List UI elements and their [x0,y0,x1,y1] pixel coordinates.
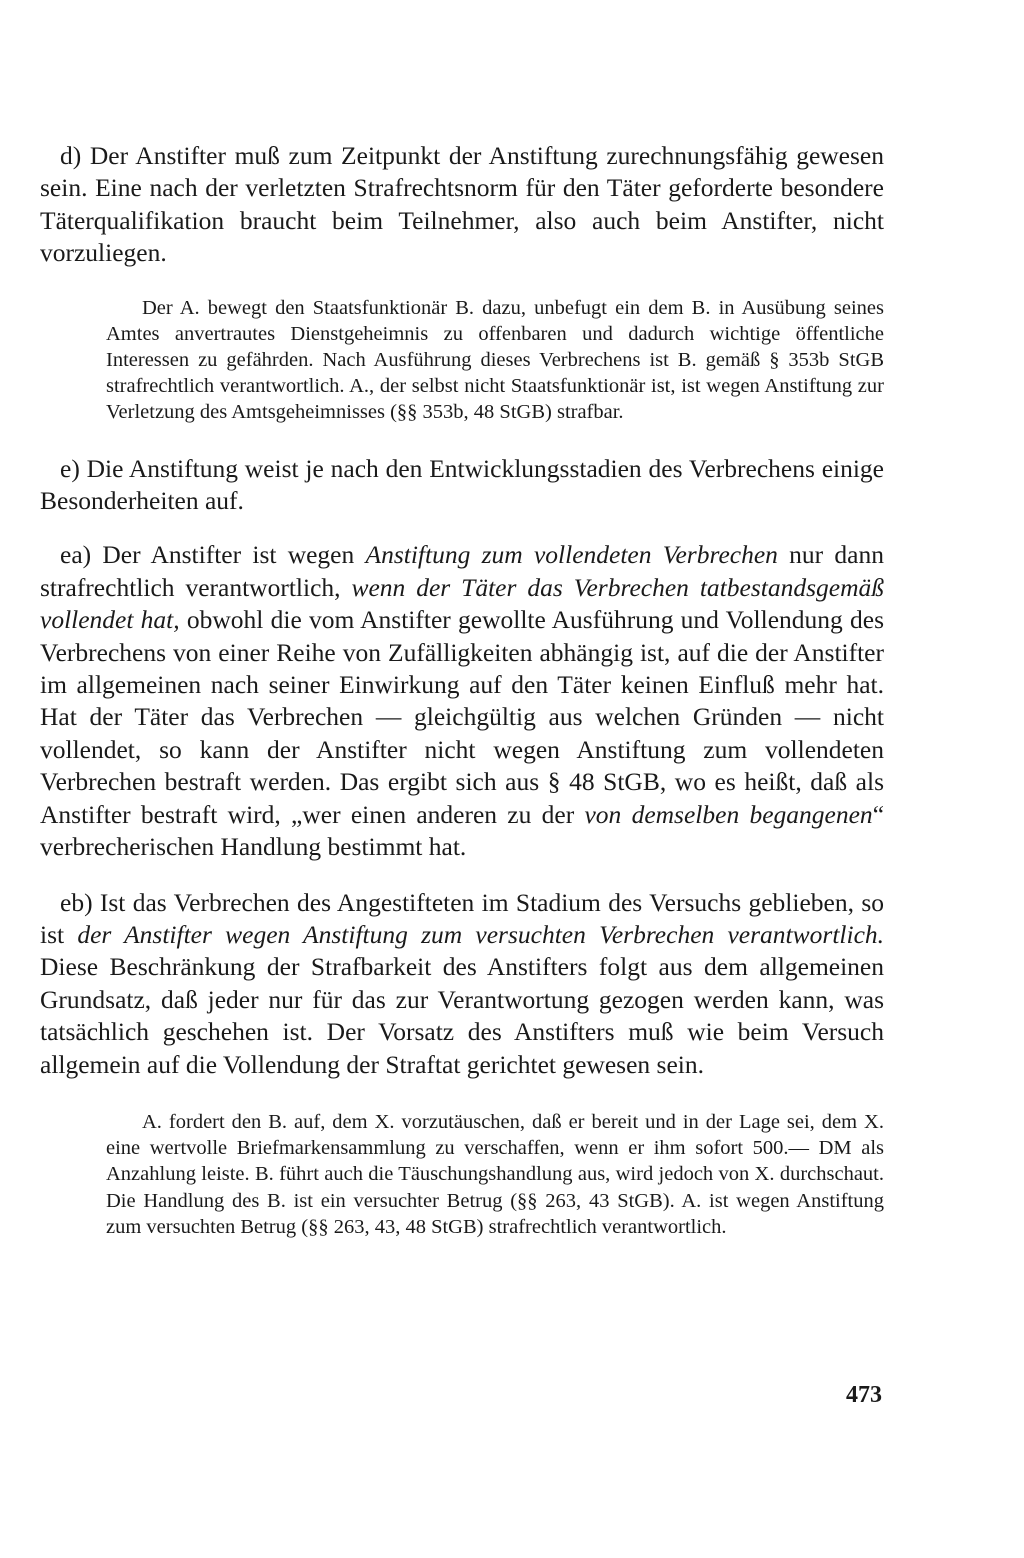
paragraph-d: d) Der Anstifter muß zum Zeitpunkt der Anstiftung zurechnungsfähig gewesen sein. Eine nach der verletzten Strafrechtsnorm für den Täter geforderte besondere Täterqualifikation braucht beim Teilnehmer, also auch beim Anstifter, nicht vorzuliegen. [40,141,884,268]
page-number: 473 [846,1382,882,1408]
text-segment: “ verbrecherischen Handlung bestimmt hat. [40,799,885,862]
italic-segment: der Anstifter wegen Anstiftung zum versuchten Verbrechen verantwortlich. [77,919,885,949]
paragraph-eb [40,887,884,1081]
italic-segment: von demselben begangenen [584,799,873,829]
text-segment: obwohl die vom Anstifter gewollte Ausführung und Vollendung des Verbrechens von einer Reihe von Zufälligkeiten abhängig ist, auf die der Anstifter im allgemeinen nach seiner Einwirkung auf den Täter keinen Einfluß mehr hat. Hat der Täter das Verbrechen — gleichgültig aus welchen Gründen — nicht vollendet, so kann der Anstifter nicht wegen Anstiftung zum vollendeten Verbrechen bestraft werden. Das ergibt sich aus § 48 StGB, wo es heißt, daß als Anstifter bestraft wird, „wer einen anderen zu der [40,605,885,829]
example-staatsfunktionaer: Der A. bewegt den Staatsfunktionär B. dazu, unbefugt ein dem B. in Ausübung seines Amtes anvertrautes Dienstgeheimnis zu offenbaren und dadurch wichtige öffentliche Interessen zu gefährden. Nach Ausführung dieses Verbrechens ist B. gemäß § 353b StGB strafrechtlich verantwortlich. A., der selbst nicht Staatsfunktionär ist, ist wegen Anstiftung zur Verletzung des Amtsgeheimnisses (§§ 353b, 48 StGB) strafbar. [106,296,884,424]
example-briefmarken: A. fordert den B. auf, dem X. vorzutäuschen, daß er bereit und in der Lage sei, dem X. eine wertvolle Briefmarkensammlung zu verschaffen, wenn er ihm sofort 500.— DM als Anzahlung leiste. B. führt auch die Täuschungshandlung aus, wird jedoch von X. durchschaut. Die Handlung des B. ist ein versuchter Betrug (§§ 263, 43 StGB). A. ist wegen Anstiftung zum versuchten Betrug (§§ 263, 43, 48 StGB) strafrechtlich verantwortlich. [106,1110,884,1238]
text-segment: nur dann strafrechtlich verantwortlich, [40,540,884,602]
text-segment: ea) Der Anstifter ist wegen [60,540,366,570]
text-segment: eb) Ist das Verbrechen des Angestifteten im Stadium des Versuchs geblieben, so ist [40,887,884,949]
text-segment: Diese Beschränkung der Strafbarkeit des Anstifters folgt aus dem allgemeinen Grundsatz, daß jeder nur für das zur Verantwortung gezogen werden kann, was tatsächlich geschehen ist. Der Vorsatz des Anstifters muß wie beim Versuch allgemein auf die Vollendung der Straftat gerichtet gewesen sein. [40,952,884,1079]
paragraph-e: e) Die Anstiftung weist je nach den Entwicklungsstadien des Verbrechens einige Besonderheiten auf. [40,453,884,516]
italic-segment: wenn der Täter das Verbrechen tatbestandsgemäß vollendet hat, [40,572,885,635]
page-body [40,140,884,1240]
italic-segment: Anstiftung zum vollendeten Verbrechen [365,540,778,570]
paragraph-ea [40,539,884,863]
